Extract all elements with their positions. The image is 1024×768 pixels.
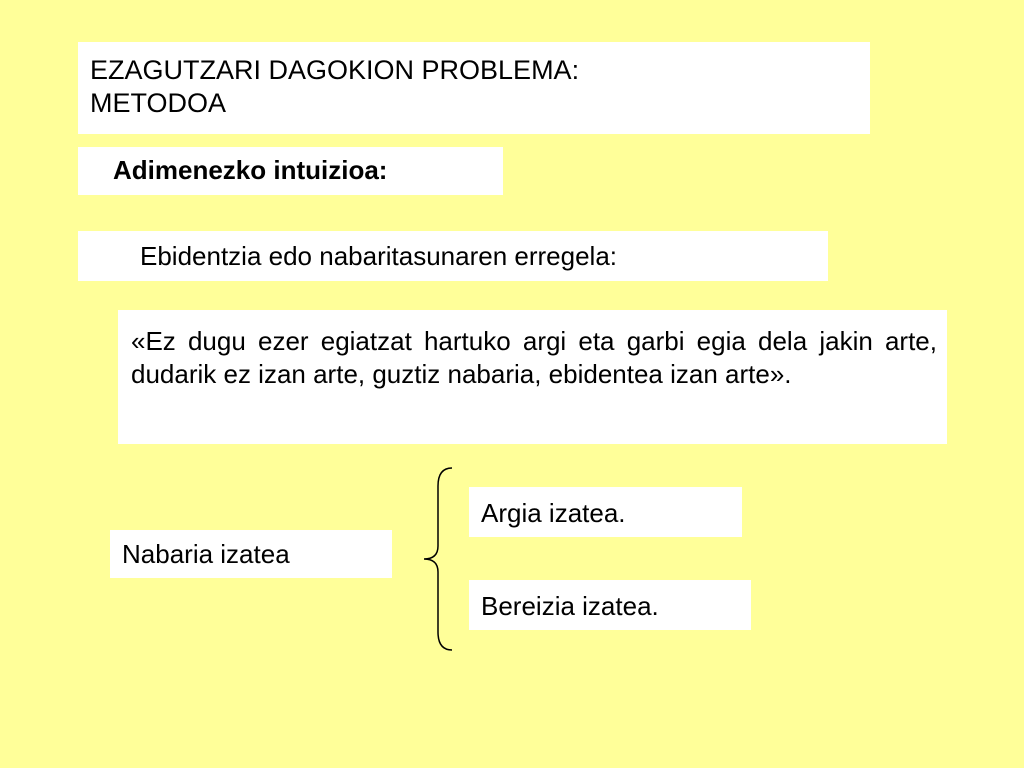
slide-title-line-1: EZAGUTZARI DAGOKION PROBLEMA: <box>90 55 580 85</box>
curly-brace-icon <box>418 466 458 652</box>
branch-argia-izatea: Argia izatea. <box>469 487 742 537</box>
slide-subtitle: Adimenezko intuizioa: <box>78 147 503 195</box>
rule-quote: «Ez dugu ezer egiatzat hartuko argi eta garbi egia dela jakin arte, dudarik ez izan arte, guztiz nabaria, ebidentea izan arte». <box>118 310 947 444</box>
slide-title-line-2: METODOA <box>90 88 227 118</box>
rule-label: Ebidentzia edo nabaritasunaren erregela: <box>78 231 828 281</box>
term-nabaria-izatea: Nabaria izatea <box>110 530 392 578</box>
branch-bereizia-izatea: Bereizia izatea. <box>469 580 751 630</box>
slide-title <box>78 42 870 134</box>
